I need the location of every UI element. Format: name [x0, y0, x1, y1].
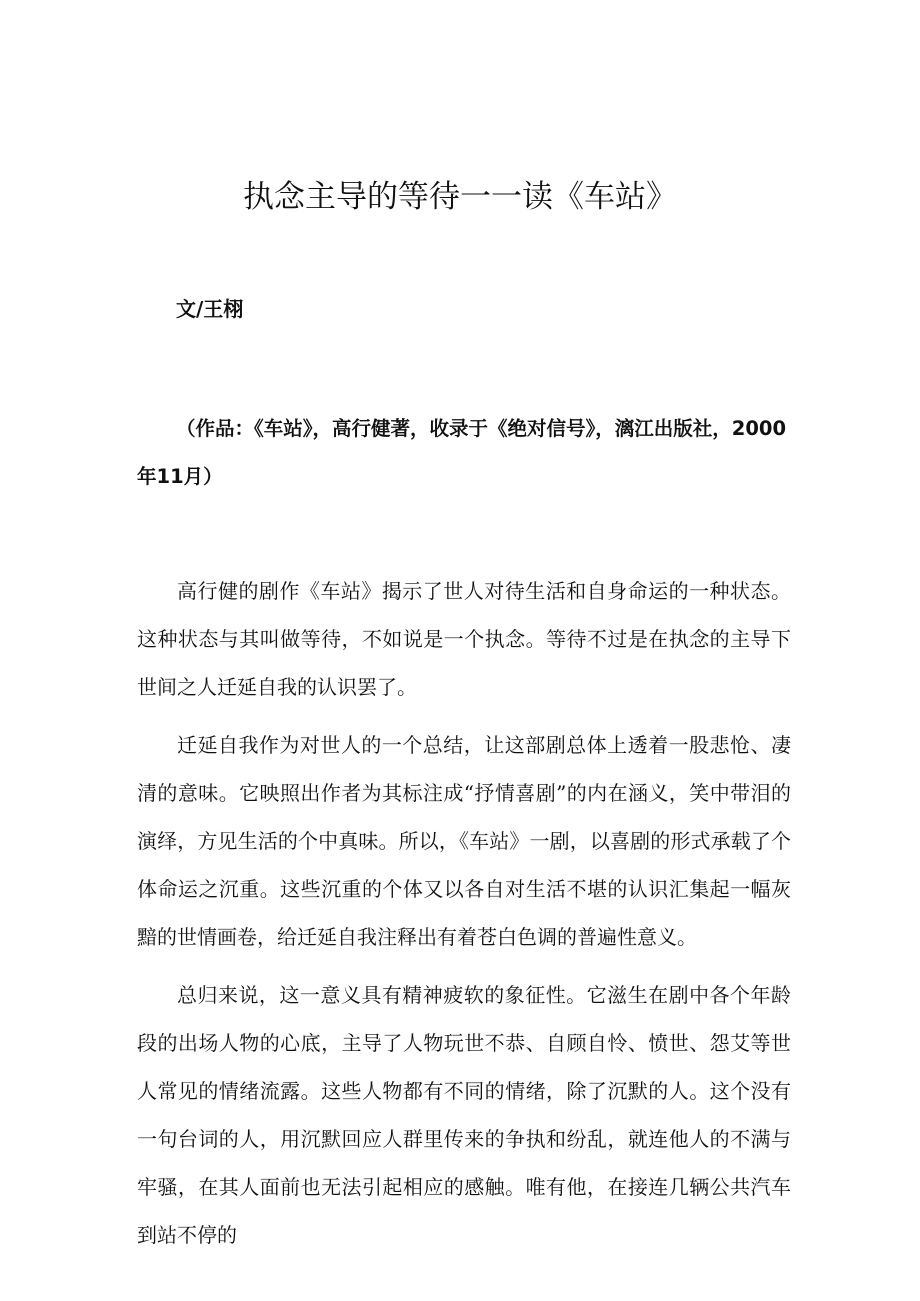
document-title: 执念主导的等待一一读《车站》 — [243, 179, 677, 215]
body-paragraph-3: 总归来说，这一意义具有精神疲软的象征性。它滋生在剧中各个年龄段的出场人物的心底，主导了人物玩世不恭、自顾自怜、愤世、怨艾等世人常见的情绪流露。这些人物都有不同的情绪，除了沉默的人。这个没有一句台词的人，用沉默回应人群里传来的争执和纷乱，就连他人的不满与牢骚，在其人面前也无法引起相应的感触。唯有他，在接连几辆公共汽车到站不停的 — [137, 983, 791, 1247]
body-paragraph-2: 迁延自我作为对世人的一个总结，让这部剧总体上透着一股悲怆、凄清的意味。它映照出作者为其标注成“抒情喜剧”的内在涵义，笑中带泪的演绎，方见生活的个中真味。所以，《车站》一剧，以喜剧的形式承载了个体命运之沉重。这些沉重的个体又以各自对生活不堪的认识汇集起一幅灰黯的世情画卷，给迁延自我注释出有着苍白色调的普遍性意义。 — [137, 733, 791, 949]
document-body — [137, 567, 791, 1269]
source-citation: （作品：《车站》，高行健著，收录于《绝对信号》，漓江出版社，2000年11月） — [137, 417, 787, 488]
author-line: 文/王栩 — [176, 297, 244, 321]
body-paragraph-1: 高行健的剧作《车站》揭示了世人对待生活和自身命运的一种状态。这种状态与其叫做等待，不如说是一个执念。等待不过是在执念的主导下世间之人迁延自我的认识罢了。 — [137, 579, 791, 699]
